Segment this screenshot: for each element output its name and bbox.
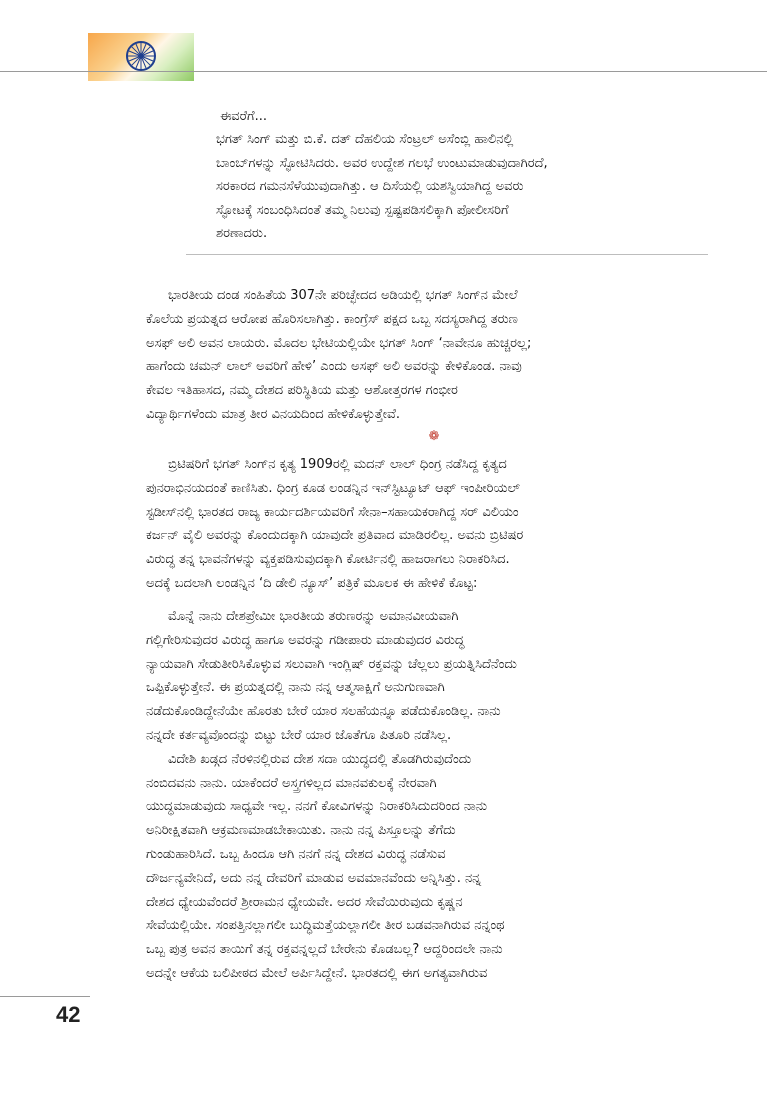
recap-line: ಬಾಂಬ್‌ಗಳನ್ನು ಸ್ಫೋಟಿಸಿದರು. ಅವರ ಉದ್ದೇಶ ಗಲಭೆ ಉಂಟುಮಾಡುವುದಾಗಿರದೆ, <box>216 155 548 171</box>
recap-box <box>186 106 708 246</box>
paragraph-line: ಒಪ್ಪಿಕೊಳ್ಳುತ್ತೇನೆ. ಈ ಪ್ರಯತ್ನದಲ್ಲಿ ನಾನು ನನ್ನ ಆತ್ಮಸಾಕ್ಷಿಗೆ ಅನುಗುಣವಾಗಿ <box>146 680 445 696</box>
paragraph-line: ಒಬ್ಬ ಪುತ್ರ ಅವನ ತಾಯಿಗೆ ತನ್ನ ರಕ್ತವನ್ನಲ್ಲದೆ ಬೇರೇನು ಕೊಡಬಲ್ಲ? ಆದ್ದರಿಂದಲೇ ನಾನು <box>146 942 503 958</box>
paragraph-line: ಭಾರತೀಯ ದಂಡ ಸಂಹಿತೆಯ 307ನೇ ಪರಿಚ್ಛೇದದ ಅಡಿಯಲ್ಲಿ ಭಗತ್ ಸಿಂಗ್‌ನ ಮೇಲೆ <box>168 288 518 303</box>
paragraph-line: ಅದನ್ನೇ ಆಕೆಯ ಬಲಿಪೀಠದ ಮೇಲೆ ಅರ್ಪಿಸಿದ್ದೇನೆ. ಭಾರತದಲ್ಲಿ ಈಗ ಅಗತ್ಯವಾಗಿರುವ <box>146 965 488 981</box>
paragraph-line: ಯುದ್ಧಮಾಡುವುದು ಸಾಧ್ಯವೇ ಇಲ್ಲ. ನನಗೆ ಕೋವಿಗಳನ್ನು ನಿರಾಕರಿಸಿದುದರಿಂದ ನಾನು <box>146 799 488 815</box>
footer-rule <box>0 996 90 997</box>
paragraph-line: ವಿದೇಶಿ ಖಡ್ಗದ ನೆರಳಿನಲ್ಲಿರುವ ದೇಶ ಸದಾ ಯುದ್ಧದಲ್ಲಿ ತೊಡಗಿರುವುದೆಂದು <box>168 751 472 767</box>
page-number: 42 <box>56 1002 81 1027</box>
recap-line: ಸ್ಫೋಟಕ್ಕೆ ಸಂಬಂಧಿಸಿದಂತೆ ತಮ್ಮ ನಿಲುವು ಸ್ಪಷ್ಟಪಡಿಸಲಿಕ್ಕಾಗಿ ಪೋಲೀಸರಿಗೆ <box>216 202 509 218</box>
paragraph-line: ನ್ಯಾಯವಾಗಿ ಸೇಡುತೀರಿಸಿಕೊಳ್ಳುವ ಸಲುವಾಗಿ ಇಂಗ್ಲಿಷ್ ರಕ್ತವನ್ನು ಚೆಲ್ಲಲು ಪ್ರಯತ್ನಿಸಿದೆನೆಂದು <box>146 656 517 672</box>
recap-line: ಭಗತ್ ಸಿಂಗ್ ಮತ್ತು ಬಿ.ಕೆ. ದತ್ ದೆಹಲಿಯ ಸೆಂಟ್ರಲ್ ಅಸೆಂಬ್ಲಿ ಹಾಲಿನಲ್ಲಿ <box>216 132 514 147</box>
paragraph-line: ಕೇವಲ ಇತಿಹಾಸದ, ನಮ್ಮ ದೇಶದ ಪರಿಸ್ಥಿತಿಯ ಮತ್ತು ಆಶೋತ್ತರಗಳ ಗಂಭೀರ <box>146 383 458 399</box>
paragraph-line: ದೇಶದ ಧ್ಯೇಯವೆಂದರೆ ಶ್ರೀರಾಮನ ಧ್ಯೇಯವೇ. ಅದರ ಸೇವೆಯಿರುವುದು ಕೃಷ್ಣನ <box>146 894 463 910</box>
paragraph-dhingra <box>146 453 691 596</box>
paragraph-line: ಅನಿರೀಕ್ಷಿತವಾಗಿ ಆಕ್ರಮಣಮಾಡಬೇಕಾಯಿತು. ನಾನು ನನ್ನ ಪಿಸ್ತೂಲನ್ನು ತೆಗೆದು <box>146 823 456 839</box>
paragraph-line: ವಿದ್ಯಾರ್ಥಿಗಳೆಂದು ಮಾತ್ರ ತೀರ ವಿನಯದಿಂದ ಹೇಳಿಕೊಳ್ಳುತ್ತೇವೆ. <box>146 406 401 422</box>
paragraph-line: ಅದಕ್ಕೆ ಬದಲಾಗಿ ಲಂಡನ್ನಿನ ‘ದಿ ಡೇಲಿ ನ್ಯೂಸ್’ ಪತ್ರಿಕೆ ಮೂಲಕ ಈ ಹೇಳಿಕೆ ಕೊಟ್ಟ: <box>146 575 478 591</box>
paragraph-line: ದೌರ್ಜನ್ಯವೇನಿದೆ, ಅದು ನನ್ನ ದೇವರಿಗೆ ಮಾಡುವ ಅವಮಾನವೆಂದು ಅನ್ನಿಸಿತ್ತು. ನನ್ನ <box>146 870 482 886</box>
recap-line: ಸರಕಾರದ ಗಮನಸೆಳೆಯುವುದಾಗಿತ್ತು. ಆ ದಿಸೆಯಲ್ಲಿ ಯಶಸ್ವಿಯಾಗಿದ್ದ ಅವರು <box>216 179 524 194</box>
paragraph-line: ನಡೆದುಕೊಂಡಿದ್ದೇನೆಯೇ ಹೊರತು ಬೇರೆ ಯಾರ ಸಲಹೆಯನ್ನೂ ಪಡೆದುಕೊಂಡಿಲ್ಲ. ನಾನು <box>146 704 501 720</box>
recap-divider <box>186 254 708 255</box>
paragraph-line: ಸ್ಟಡೀಸ್‌ನಲ್ಲಿ ಭಾರತದ ರಾಜ್ಯ ಕಾರ್ಯದರ್ಶಿಯವರಿಗೆ ಸೇನಾ–ಸಹಾಯಕರಾಗಿದ್ದ ಸರ್ ವಿಲಿಯಂ <box>146 504 519 520</box>
paragraph-line: ವಿರುದ್ಧ ತನ್ನ ಭಾವನೆಗಳನ್ನು ವ್ಯಕ್ತಪಡಿಸುವುದಕ್ಕಾಗಿ ಕೋರ್ಟಿನಲ್ಲಿ ಹಾಜರಾಗಲು ನಿರಾಕರಿಸಿದ. <box>146 552 510 568</box>
recap-lead: ಈವರೆಗೆ... <box>220 109 267 124</box>
paragraph-line: ಪುನರಾಭಿನಯದಂತೆ ಕಾಣಿಸಿತು. ಧಿಂಗ್ರ ಕೂಡ ಲಂಡನ್ನಿನ ಇನ್‌ಸ್ಟಿಟ್ಯೂಟ್ ಆಫ್ ಇಂಪೀರಿಯಲ್ <box>146 480 521 496</box>
quoted-statement <box>146 605 691 986</box>
paragraph-line: ಹಾಗೆಂದು ಚಮನ್ ಲಾಲ್ ಅವರಿಗೆ ಹೇಳಿ’ ಎಂದು ಅಸಫ್ ಅಲಿ ಅವರನ್ನು ಕೇಳಿಕೊಂಡ. ನಾವು <box>146 359 522 375</box>
header-rule <box>0 71 767 72</box>
paragraph-line: ಕೊಲೆಯ ಪ್ರಯತ್ನದ ಆರೋಪ ಹೊರಿಸಲಾಗಿತ್ತು. ಕಾಂಗ್ರೆಸ್ ಪಕ್ಷದ ಒಬ್ಬ ಸದಸ್ಯರಾಗಿದ್ದ ತರುಣ <box>146 311 518 327</box>
recap-text <box>186 128 708 246</box>
ashoka-chakra-icon <box>124 39 158 73</box>
paragraph-line: ಸೇವೆಯಲ್ಲಿಯೇ. ಸಂಪತ್ತಿನಲ್ಲಾಗಲೀ ಬುದ್ಧಿಮತ್ತೆಯಲ್ಲಾಗಲೀ ತೀರ ಬಡವನಾಗಿರುವ ನನ್ನಂಥ <box>146 918 505 934</box>
paragraph-line: ಗಲ್ಲಿಗೇರಿಸುವುದರ ವಿರುದ್ಧ ಹಾಗೂ ಅವರನ್ನು ಗಡೀಪಾರು ಮಾಡುವುದರ ವಿರುದ್ಧ <box>146 632 465 648</box>
paragraph-line: ಅಸಫ್ ಅಲಿ ಅವನ ಲಾಯರು. ಮೊದಲ ಭೇಟಿಯಲ್ಲಿಯೇ ಭಗತ್ ಸಿಂಗ್ ‘ನಾವೇನೂ ಹುಚ್ಚರಲ್ಲ; <box>146 335 532 351</box>
paragraph-line: ನನ್ನದೇ ಕರ್ತವ್ಯವೊಂದನ್ನು ಬಿಟ್ಟು ಬೇರೆ ಯಾರ ಜೊತೆಗೂ ಪಿತೂರಿ ನಡೆಸಿಲ್ಲ. <box>146 727 452 743</box>
recap-line: ಶರಣಾದರು. <box>216 226 268 241</box>
paragraph-line: ಮೊನ್ನೆ ನಾನು ದೇಶಪ್ರೇಮೀ ಭಾರತೀಯ ತರುಣರನ್ನು ಅಮಾನವೀಯವಾಗಿ <box>168 609 459 624</box>
paragraph-charge <box>146 284 691 427</box>
paragraph-line: ನಂಬಿದವನು ನಾನು. ಯಾಕೆಂದರೆ ಅಸ್ತ್ರಗಳಿಲ್ಲದ ಮಾನವಕುಲಕ್ಕೆ ನೇರವಾಗಿ <box>146 775 437 791</box>
paragraph-line: ಬ್ರಿಟಿಷರಿಗೆ ಭಗತ್ ಸಿಂಗ್‌ನ ಕೃತ್ಯ 1909ರಲ್ಲಿ ಮದನ್ ಲಾಲ್ ಧಿಂಗ್ರ ನಡೆಸಿದ್ದ ಕೃತ್ಯದ <box>168 457 507 472</box>
paragraph-line: ಗುಂಡುಹಾರಿಸಿದೆ. ಒಬ್ಬ ಹಿಂದೂ ಆಗಿ ನನಗೆ ನನ್ನ ದೇಶದ ವಿರುದ್ಧ ನಡೆಸುವ <box>146 846 446 862</box>
paragraph-line: ಕರ್ಜನ್ ವೈಲಿ ಅವರನ್ನು ಕೊಂದುದಕ್ಕಾಗಿ ಯಾವುದೇ ಪ್ರತಿವಾದ ಮಾಡಿರಲಿಲ್ಲ. ಅವನು ಬ್ರಿಟಿಷರ <box>146 528 524 544</box>
section-ornament-icon: ❁ <box>428 429 440 444</box>
